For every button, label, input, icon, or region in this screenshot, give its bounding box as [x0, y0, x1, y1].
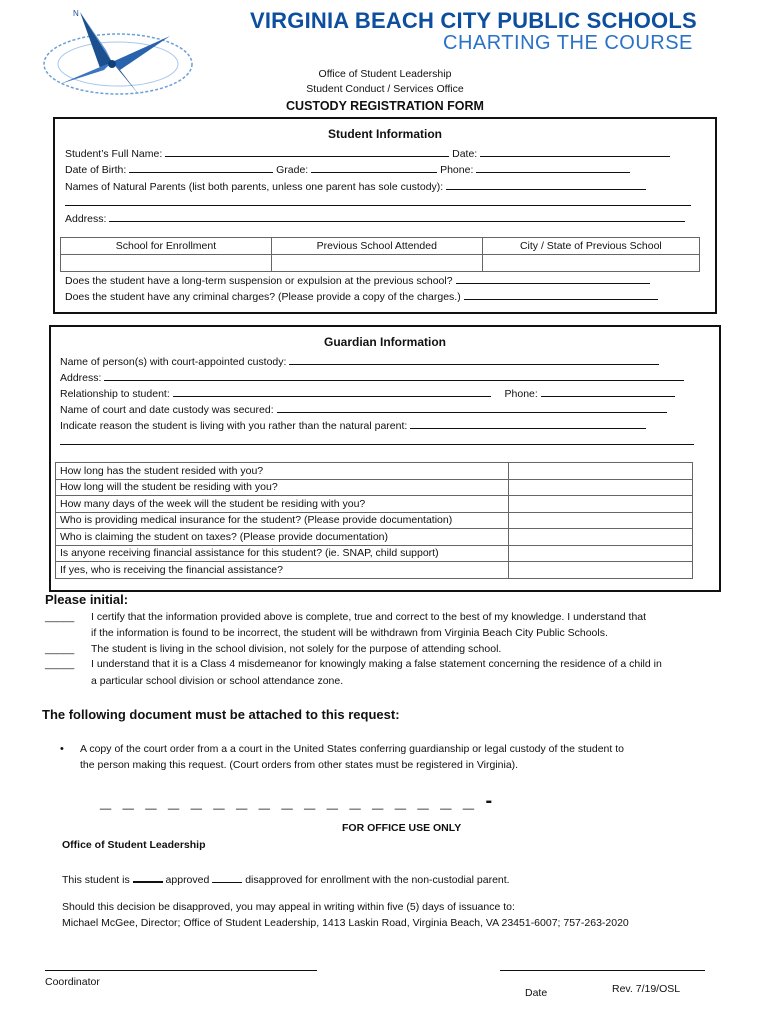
answer-cell[interactable] [509, 545, 693, 562]
school-table [60, 237, 700, 272]
reason-label: Indicate reason the student is living with you rather than the natural parent: [60, 420, 408, 432]
question-label: Who is claiming the student on taxes? (Please provide documentation) [56, 529, 509, 546]
phone-label: Phone: [440, 164, 474, 176]
initial-text-line1: I understand that it is a Class 4 misdemeanor for knowingly making a false statement concerning the residence of a child in [91, 658, 662, 670]
address-field[interactable] [109, 211, 685, 222]
student-section-title: Student Information [328, 127, 442, 141]
question-row [56, 463, 693, 480]
coordinator-label: Coordinator [45, 976, 100, 988]
office-date-label: Date [525, 987, 548, 999]
disapproved-initial-field[interactable] [212, 872, 242, 883]
previous-school-cell[interactable] [271, 255, 482, 272]
city-state-header: City / State of Previous School [482, 238, 699, 255]
question-label: How long has the student resided with you? [56, 463, 509, 480]
answer-cell[interactable] [509, 562, 693, 579]
reason-field-line2[interactable] [60, 434, 694, 445]
appeal-text-line1: Should this decision be disapproved, you may appeal in writing within five (5) days of issuance to: [62, 901, 515, 913]
question-row [56, 529, 693, 546]
relationship-label: Relationship to student: [60, 388, 170, 400]
approved-initial-field[interactable] [133, 871, 163, 883]
question-row [56, 562, 693, 579]
please-initial-heading: Please initial: [45, 592, 129, 607]
initial-blank[interactable]: _____ [45, 643, 75, 655]
full-name-label: Student’s Full Name: [65, 148, 163, 160]
natural-parents-field-line2[interactable] [65, 195, 691, 206]
approved-label: approved [165, 874, 210, 886]
custody-person-field[interactable] [289, 354, 659, 365]
question-row [56, 496, 693, 513]
address-label: Address: [65, 213, 107, 225]
date-field[interactable] [480, 146, 670, 157]
question-label: If yes, who is receiving the financial assistance? [56, 562, 509, 579]
criminal-field[interactable] [464, 289, 658, 300]
attachment-heading: The following document must be attached to this request: [42, 707, 400, 722]
answer-cell[interactable] [509, 529, 693, 546]
bullet-icon: • [60, 743, 64, 755]
criminal-question: Does the student have any criminal charges? (Please provide a copy of the charges.) [65, 291, 461, 303]
answer-cell[interactable] [509, 496, 693, 513]
disapproved-label: disapproved for enrollment with the non-custodial parent. [245, 874, 510, 886]
question-row [56, 512, 693, 529]
question-label: Is anyone receiving financial assistance for this student? (ie. SNAP, child support) [56, 545, 509, 562]
answer-cell[interactable] [509, 512, 693, 529]
custody-person-label: Name of person(s) with court-appointed custody: [60, 356, 287, 368]
court-label: Name of court and date custody was secured: [60, 404, 274, 416]
question-label: How long will the student be residing with you? [56, 479, 509, 496]
revision-label: Rev. 7/19/OSL [612, 983, 681, 995]
natural-parents-field[interactable] [446, 179, 646, 190]
answer-cell[interactable] [509, 479, 693, 496]
phone-field[interactable] [476, 162, 630, 173]
question-row [56, 545, 693, 562]
guardian-address-field[interactable] [104, 370, 684, 381]
suspension-question: Does the student have a long-term suspension or expulsion at the previous school? [65, 275, 453, 287]
initial-blank[interactable]: _____ [45, 611, 75, 623]
grade-field[interactable] [311, 162, 437, 173]
initial-text-line2: a particular school division or school attendance zone. [91, 675, 344, 687]
initial-text-line1: The student is living in the school division, not solely for the purpose of attending school. [91, 643, 502, 655]
question-label: How many days of the week will the student be residing with you? [56, 496, 509, 513]
date-signature-line[interactable] [500, 970, 705, 971]
brand-tagline: CHARTING THE COURSE [443, 32, 693, 54]
office-use-label: FOR OFFICE USE ONLY [342, 822, 462, 834]
this-student-is-label: This student is [62, 874, 130, 886]
guardian-information-section [49, 325, 721, 592]
guardian-phone-label: Phone: [504, 388, 538, 400]
suspension-field[interactable] [456, 273, 650, 284]
form-title: CUSTODY REGISTRATION FORM [286, 99, 484, 113]
court-field[interactable] [277, 402, 667, 413]
appeal-text-line2: Michael McGee, Director; Office of Student Leadership, 1413 Laskin Road, Virginia Beach, VA 23451-6007; 757-263-2020 [62, 917, 629, 929]
initial-blank[interactable]: _____ [45, 658, 75, 670]
full-name-field[interactable] [165, 146, 449, 157]
natural-parents-label: Names of Natural Parents (list both parents, unless one parent has sole custody): [65, 181, 444, 193]
guardian-phone-field[interactable] [541, 386, 675, 397]
previous-school-header: Previous School Attended [271, 238, 482, 255]
office-subname: Student Conduct / Services Office [306, 83, 464, 95]
answer-cell[interactable] [509, 463, 693, 480]
school-enrollment-cell[interactable] [61, 255, 272, 272]
coordinator-signature-line[interactable] [45, 970, 317, 971]
cut-line-divider: _ _ _ _ _ _ _ _ _ _ _ _ _ _ _ _ _ - [100, 790, 496, 812]
svg-text:N: N [73, 9, 79, 18]
dob-label: Date of Birth: [65, 164, 127, 176]
guardian-address-label: Address: [60, 372, 102, 384]
residence-questions-table [55, 462, 693, 579]
dob-field[interactable] [129, 162, 273, 173]
attachment-text-line2: the person making this request. (Court orders from other states must be registered in Virginia). [80, 759, 519, 771]
city-state-cell[interactable] [482, 255, 699, 272]
initial-text-line1: I certify that the information provided above is complete, true and correct to the best of my knowledge. I understand that [91, 611, 647, 623]
guardian-section-title: Guardian Information [323, 335, 446, 349]
attachment-text-line1: A copy of the court order from a a court in the United States conferring guardianship or legal custody of the student to [80, 743, 624, 755]
question-row [56, 479, 693, 496]
student-information-section [53, 117, 717, 314]
office-name: Office of Student Leadership [318, 68, 452, 80]
question-label: Who is providing medical insurance for the student? (Please provide documentation) [56, 512, 509, 529]
relationship-field[interactable] [173, 386, 491, 397]
grade-label: Grade: [276, 164, 309, 176]
brand-title: VIRGINIA BEACH CITY PUBLIC SCHOOLS [250, 8, 697, 33]
reason-field[interactable] [410, 418, 646, 429]
initial-text-line2: if the information is found to be incorrect, the student will be withdrawn from Virginia Beach City Public Schools. [91, 627, 608, 639]
school-enrollment-header: School for Enrollment [61, 238, 272, 255]
office-heading: Office of Student Leadership [62, 839, 206, 851]
date-label: Date: [452, 148, 478, 160]
